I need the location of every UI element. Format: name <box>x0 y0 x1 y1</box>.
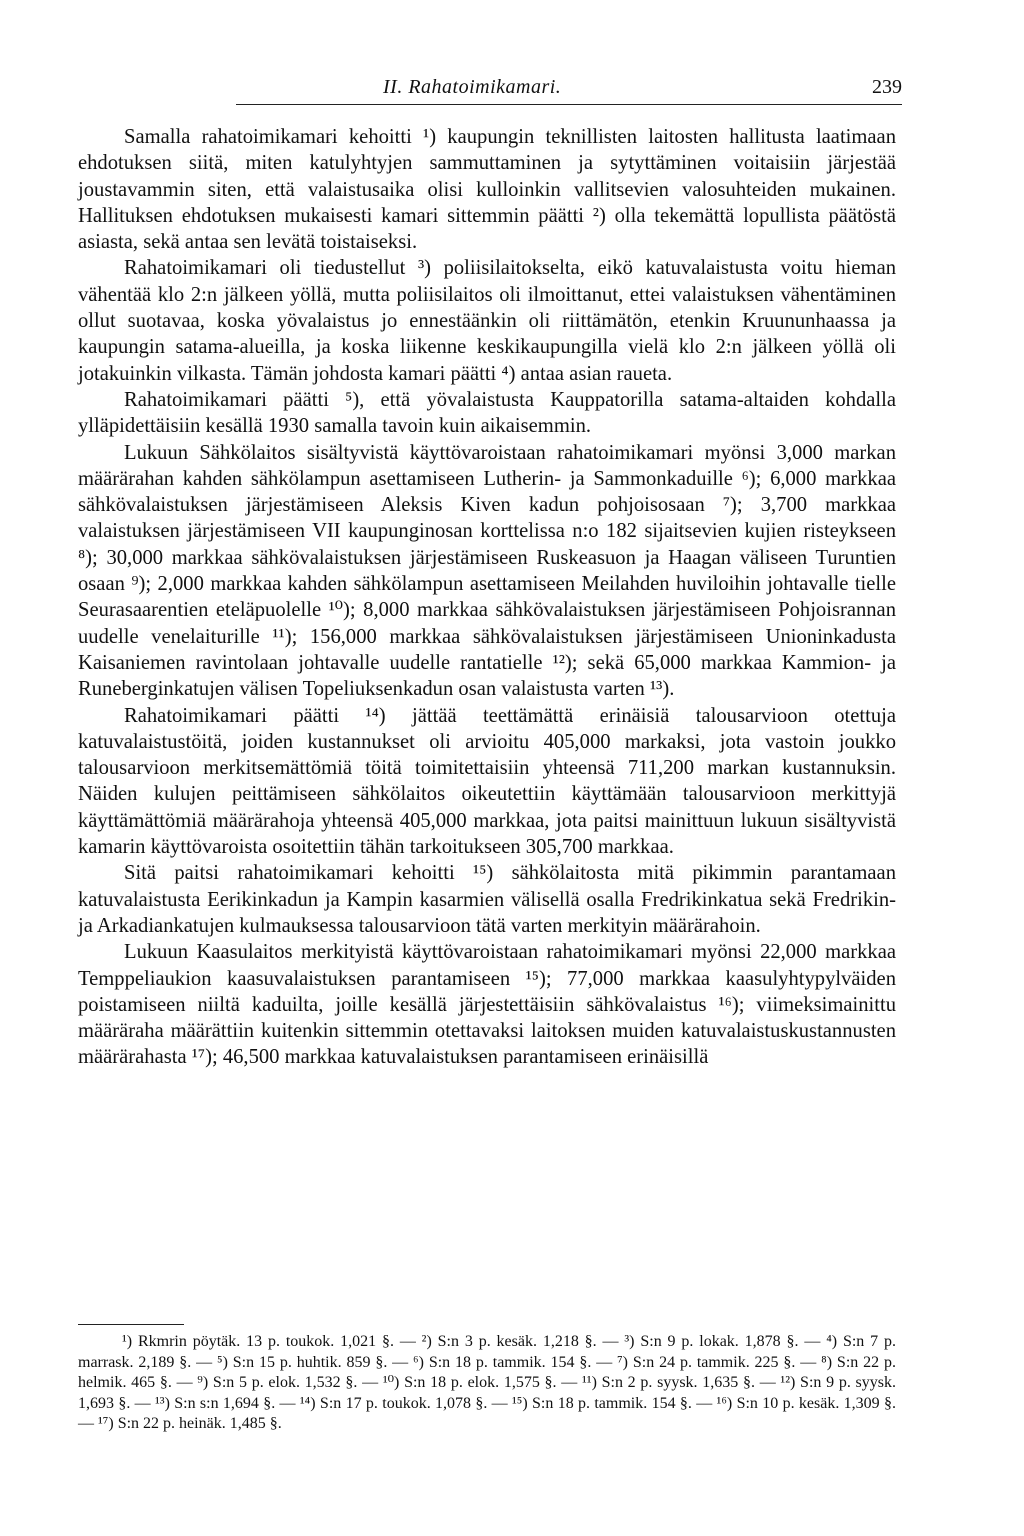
running-title: II. Rahatoimikamari. <box>383 76 562 98</box>
paragraph: Samalla rahatoimikamari kehoitti ¹) kaupungin teknillisten laitosten hallitusta laatimaan ehdotuksen siitä, miten katulyhtyjen sammuttaminen ja sytyttäminen voitaisiin järjestää joustavammin siten, että valaistusaika olisi kulloinkin vallitsevien valosuhteiden mukainen. Hallituksen ehdotuksen mukaisesti kamari sittemmin päätti ²) olla tekemättä lopullista päätöstä asiasta, sekä antaa sen levätä toistaiseksi. <box>78 126 896 254</box>
paragraph: Rahatoimikamari päätti ¹⁴) jättää teettämättä erinäisiä talousarvioon otettuja katuvalaistustöitä, joiden kustannukset oli arvioitu 405,000 markaksi, jota vastoin joukko talousarvioon merkitsemättömiä töitä toimitettaisiin yhteensä 711,200 markan kustannuksin. Näiden kulujen peittämiseen sähkölaitos oikeutettiin käyttämään talousarvioon merkittyjä käyttämättömiä määrärahoja yhteensä 405,000 markkaa, jota paitsi mainittuun lukuun sisältyvistä kamarin käyttövaroista osoitettiin tähän tarkoitukseen 305,700 markkaa. <box>78 704 896 859</box>
paragraph: Lukuun Kaasulaitos merkityistä käyttövaroistaan rahatoimikamari myönsi 22,000 markkaa Temppeliaukion kaasuvalaistuksen parantamiseen ¹⁵); 77,000 markkaa kaasulyhtypylväiden poistamiseen niiltä kaduilta, joille kesällä järjestettäisiin sähkövalaistus ¹⁶); viimeksimainittu määräraha määrättiin kuitenkin sittemmin otettavaksi laitoksen muiden katuvalaistuskustannusten määrärahasta ¹⁷); 46,500 markkaa katuvalaistuksen parantamiseen erinäisillä <box>78 941 896 1069</box>
paragraph: Sitä paitsi rahatoimikamari kehoitti ¹⁵) sähkölaitosta mitä pikimmin parantamaan katuvalaistusta Eerikinkadun ja Kampin kasarmien välisellä osalla Fredrikinkatua sekä Fredrikin- ja Arkadiankatujen kulmauksessa talousarvioon tätä varten merkityin määrärahoin. <box>78 862 896 937</box>
footnote-text: ¹) Rkmrin pöytäk. 13 p. toukok. 1,021 §. — ²) S:n 3 p. kesäk. 1,218 §. — ³) S:n 9 p. lokak. 1,878 §. — ⁴) S:n 7 p. marrask. 2,189 §. — ⁵) S:n 15 p. huhtik. 859 §. — ⁶) S:n 18 p. tammik. 154 §. — ⁷) S:n 24 p. tammik. 225 §. — ⁸) S:n 22 p. helmik. 465 §. — ⁹) S:n 5 p. elok. 1,532 §. — ¹⁰) S:n 18 p. elok. 1,575 §. — ¹¹) S:n 2 p. syysk. 1,635 §. — ¹²) S:n 9 p. syysk. 1,693 §. — ¹³) S:n s:n 1,694 §. — ¹⁴) S:n 17 p. toukok. 1,078 §. — ¹⁵) S:n 18 p. tammik. 154 §. — ¹⁶) S:n 10 p. kesäk. 1,309 §. — ¹⁷) S:n 22 p. heinäk. 1,485 §. <box>78 1333 896 1433</box>
header-rule <box>236 104 902 105</box>
page-header <box>0 72 1024 102</box>
body-text <box>78 124 896 1071</box>
page-number: 239 <box>872 76 902 98</box>
footnote-rule <box>78 1324 184 1325</box>
paragraph: Rahatoimikamari oli tiedustellut ³) poliisilaitokselta, eikö katuvalaistusta voitu hieman vähentää klo 2:n jälkeen yöllä, mutta poliisilaitos oli ilmoittanut, ettei valaistuksen vähentäminen ollut suotavaa, koska yövalaistus jo ennestäänkin oli riittämätön, etenkin Kruununhaassa ja kaupungin satama-alueilla, ja koska liikenne keskikaupungilla vielä klo 2:n jälkeen yöllä oli jotakuinkin vilkasta. Tämän johdosta kamari päätti ⁴) antaa asian raueta. <box>78 257 896 385</box>
paragraph: Rahatoimikamari päätti ⁵), että yövalaistusta Kauppatorilla satama-altaiden kohdalla ylläpidettäisiin kesällä 1930 samalla tavoin kuin aikaisemmin. <box>78 388 896 438</box>
footnotes <box>78 1332 896 1435</box>
paragraph: Lukuun Sähkölaitos sisältyvistä käyttövaroistaan rahatoimikamari myönsi 3,000 markan määrärahan kahden sähkölampun asettamiseen Lutherin- ja Sammonkaduille ⁶); 6,000 markkaa sähkövalaistuksen järjestämiseen Aleksis Kiven kadun pohjoisosaan ⁷); 3,700 markkaa valaistuksen järjestämiseen VII kaupunginosan korttelissa n:o 182 sijaitsevien kujien risteykseen ⁸); 30,000 markkaa sähkövalaistuksen järjestämiseen Ruskeasuon ja Haagan väliseen Turuntien osaan ⁹); 2,000 markkaa kahden sähkölampun asettamiseen Meilahden huviloihin johtavalle tielle Seurasaarentien eteläpuolelle ¹⁰); 8,000 markkaa sähkövalaistuksen järjestämiseen Pohjoisrannan uudelle venelaiturille ¹¹); 156,000 markkaa sähkövalaistuksen järjestämiseen Unioninkadusta Kaisaniemen ravintolaan johtavalle uudelle rantatielle ¹²); sekä 65,000 markkaa Kammion- ja Runeberginkatujen välisen Topeliuksenkadun osan valaistusta varten ¹³). <box>78 441 896 701</box>
